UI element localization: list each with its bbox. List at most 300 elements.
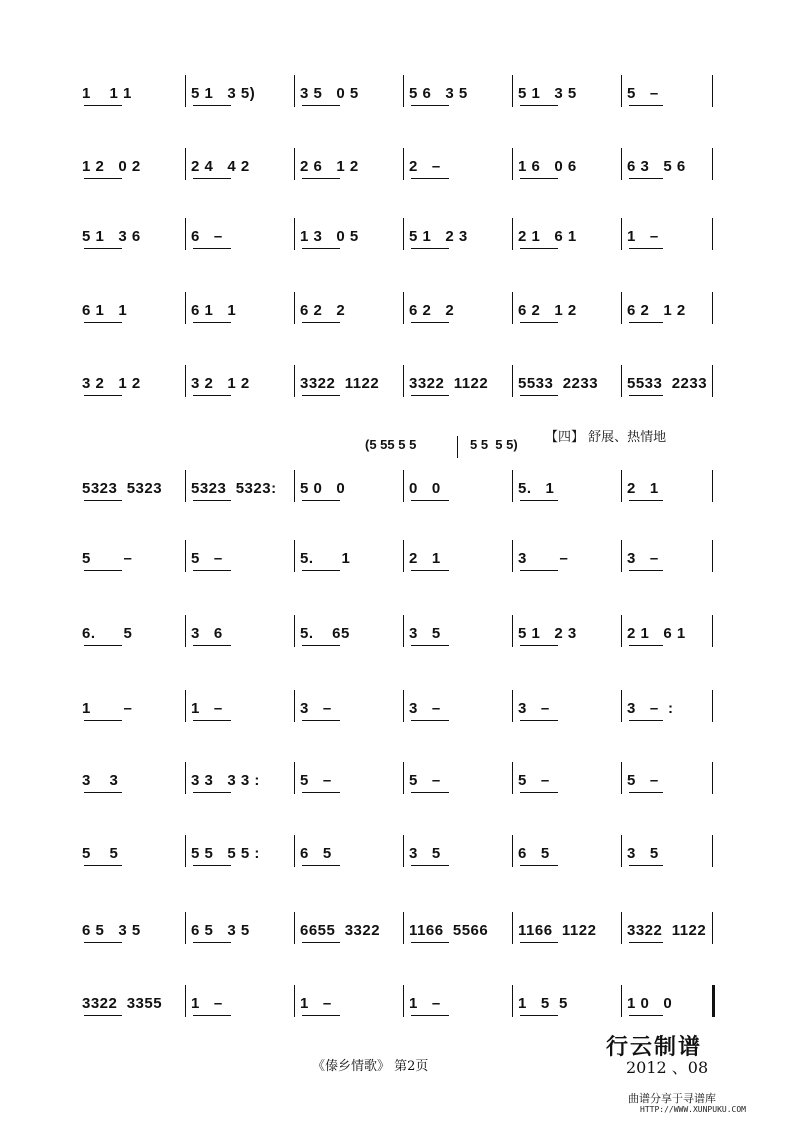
measure	[514, 912, 623, 972]
barline	[512, 470, 513, 502]
beam-underline	[84, 865, 122, 866]
barline	[185, 292, 186, 324]
beam-underline	[629, 178, 663, 179]
beam-underline	[629, 1015, 663, 1016]
measure-notes: 1166 5566	[409, 922, 489, 939]
measure	[187, 365, 296, 425]
beam-underline	[302, 248, 340, 249]
beam-underline	[302, 942, 340, 943]
beam-underline	[193, 500, 231, 501]
beam-underline	[84, 792, 122, 793]
measure	[514, 75, 623, 135]
barline	[403, 75, 404, 107]
barline	[512, 292, 513, 324]
measure-notes: 3322 1122	[300, 375, 380, 392]
staff-row	[78, 75, 718, 135]
barline	[403, 292, 404, 324]
staff-row	[78, 148, 718, 208]
measure	[405, 615, 514, 675]
beam-underline	[411, 570, 449, 571]
beam-underline	[520, 942, 558, 943]
barline	[621, 762, 622, 794]
measure-notes: 1 2 0 2	[82, 158, 141, 175]
measure-notes: 1 –	[300, 995, 332, 1012]
measure-notes: 5 –	[191, 550, 223, 567]
measure	[623, 218, 719, 278]
barline	[512, 835, 513, 867]
beam-underline	[193, 395, 231, 396]
beam-underline	[302, 645, 340, 646]
measure-notes: 6 2 2	[300, 302, 346, 319]
beam-underline	[84, 720, 122, 721]
measure-notes: 3 – :	[627, 700, 674, 717]
measure	[623, 365, 719, 425]
measure	[78, 292, 187, 352]
measure-notes: 3 5	[409, 625, 441, 642]
measure	[78, 762, 187, 822]
measure	[405, 540, 514, 600]
measure-notes: 2 6 1 2	[300, 158, 359, 175]
measure	[514, 615, 623, 675]
barline	[621, 912, 622, 944]
measure-notes: 1 0 0	[627, 995, 673, 1012]
staff-row	[78, 218, 718, 278]
beam-underline	[411, 1015, 449, 1016]
barline	[403, 148, 404, 180]
measure-notes: 5. 1	[300, 550, 351, 567]
barline	[621, 292, 622, 324]
measure	[78, 470, 187, 530]
barline	[621, 985, 622, 1017]
beam-underline	[302, 1015, 340, 1016]
barline	[185, 912, 186, 944]
beam-underline	[411, 395, 449, 396]
barline	[403, 365, 404, 397]
beam-underline	[302, 865, 340, 866]
measure-notes: 5533 2233	[627, 375, 708, 392]
measure	[296, 75, 405, 135]
barline	[621, 615, 622, 647]
measure-notes: 1 –	[627, 228, 659, 245]
measure-notes: 5 –	[300, 772, 332, 789]
beam-underline	[520, 395, 558, 396]
beam-underline	[193, 942, 231, 943]
beam-underline	[411, 322, 449, 323]
measure	[623, 148, 719, 208]
staff-row	[78, 762, 718, 822]
beam-underline	[411, 178, 449, 179]
measure-notes: 1 3 0 5	[300, 228, 359, 245]
measure-notes: 5 –	[518, 772, 550, 789]
beam-underline	[520, 1015, 558, 1016]
barline	[621, 835, 622, 867]
measure	[78, 75, 187, 135]
measure-notes: 3322 1122	[409, 375, 489, 392]
measure-notes: 5323 5323:	[191, 480, 277, 497]
beam-underline	[302, 178, 340, 179]
measure	[187, 148, 296, 208]
beam-underline	[302, 105, 340, 106]
brand-name: 行云制谱	[606, 1035, 703, 1060]
measure	[405, 148, 514, 208]
measure-notes: 6 2 1 2	[627, 302, 686, 319]
measure	[405, 912, 514, 972]
beam-underline	[302, 570, 340, 571]
measure-notes: 3 2 1 2	[82, 375, 141, 392]
barline	[185, 148, 186, 180]
row-end-barline	[712, 540, 713, 572]
measure-notes: 3 3 3 3 :	[191, 772, 260, 789]
barline	[621, 540, 622, 572]
beam-underline	[629, 570, 663, 571]
measure	[405, 470, 514, 530]
measure-notes: 5. 1	[518, 480, 555, 497]
measure-notes: 1 1 1	[82, 85, 132, 102]
measure	[296, 470, 405, 530]
beam-underline	[629, 865, 663, 866]
measure	[514, 292, 623, 352]
measure-notes: 3 6	[191, 625, 223, 642]
barline	[512, 615, 513, 647]
barline	[185, 835, 186, 867]
measure-notes: 5 1 3 5	[518, 85, 577, 102]
measure-notes: 5 –	[409, 772, 441, 789]
measure-notes: 2 1	[409, 550, 441, 567]
measure	[78, 365, 187, 425]
watermark-text: 曲谱分享于寻谱库	[628, 1092, 716, 1105]
beam-underline	[520, 248, 558, 249]
row-end-barline	[712, 75, 713, 107]
measure-notes: 2 4 4 2	[191, 158, 250, 175]
row-end-barline	[712, 292, 713, 324]
measure-notes: 2 1 6 1	[627, 625, 686, 642]
measure-notes: 5323 5323	[82, 480, 163, 497]
beam-underline	[302, 395, 340, 396]
beam-underline	[520, 792, 558, 793]
measure-notes: 3322 3355	[82, 995, 163, 1012]
measure-notes: 6 3 5 6	[627, 158, 686, 175]
barline	[294, 365, 295, 397]
measure-notes: 5 –	[82, 550, 133, 567]
measure-notes: 6 2 1 2	[518, 302, 577, 319]
intro-phrase-bar1: (5 55 5 5	[365, 437, 417, 452]
beam-underline	[84, 105, 122, 106]
barline	[294, 835, 295, 867]
measure	[514, 762, 623, 822]
barline	[185, 365, 186, 397]
row-end-barline	[712, 835, 713, 867]
barline	[294, 75, 295, 107]
measure-notes: 6655 3322	[300, 922, 381, 939]
measure	[296, 690, 405, 750]
barline	[185, 470, 186, 502]
barline	[294, 762, 295, 794]
barline	[294, 912, 295, 944]
beam-underline	[84, 500, 122, 501]
measure-notes: 3 2 1 2	[191, 375, 250, 392]
row-end-barline	[712, 148, 713, 180]
measure	[78, 615, 187, 675]
measure	[187, 218, 296, 278]
barline	[512, 912, 513, 944]
measure-notes: 1 –	[409, 995, 441, 1012]
barline	[185, 615, 186, 647]
beam-underline	[84, 645, 122, 646]
row-end-barline	[712, 985, 715, 1017]
barline	[512, 762, 513, 794]
measure	[296, 912, 405, 972]
measure-notes: 3 5	[409, 845, 441, 862]
barline	[621, 690, 622, 722]
beam-underline	[629, 720, 663, 721]
measure	[623, 470, 719, 530]
beam-underline	[302, 322, 340, 323]
beam-underline	[193, 865, 231, 866]
barline	[294, 985, 295, 1017]
measure-notes: 6 1 1	[82, 302, 128, 319]
measure	[623, 615, 719, 675]
beam-underline	[193, 178, 231, 179]
beam-underline	[411, 792, 449, 793]
staff-row	[78, 835, 718, 895]
beam-underline	[84, 322, 122, 323]
intro-barline	[457, 436, 458, 458]
barline	[512, 690, 513, 722]
beam-underline	[411, 645, 449, 646]
measure	[296, 148, 405, 208]
beam-underline	[629, 792, 663, 793]
staff-row	[78, 690, 718, 750]
beam-underline	[411, 500, 449, 501]
staff-row	[78, 615, 718, 675]
barline	[294, 540, 295, 572]
measure-notes: 3 3	[82, 772, 119, 789]
barline	[403, 835, 404, 867]
measure	[296, 292, 405, 352]
beam-underline	[193, 792, 231, 793]
measure	[187, 912, 296, 972]
barline	[621, 365, 622, 397]
barline	[294, 148, 295, 180]
barline	[512, 75, 513, 107]
measure-notes: 5 –	[627, 772, 659, 789]
measure-notes: 3 5	[627, 845, 659, 862]
measure	[623, 292, 719, 352]
measure	[78, 218, 187, 278]
barline	[512, 985, 513, 1017]
intro-phrase-bar2: 5 5 5 5)	[470, 437, 518, 452]
beam-underline	[411, 248, 449, 249]
measure	[187, 835, 296, 895]
measure	[78, 540, 187, 600]
measure-notes: 5 1 3 6	[82, 228, 141, 245]
beam-underline	[629, 105, 663, 106]
measure	[187, 292, 296, 352]
measure	[187, 540, 296, 600]
beam-underline	[193, 322, 231, 323]
measure-notes: 2 –	[409, 158, 441, 175]
beam-underline	[629, 645, 663, 646]
measure-notes: 3 –	[409, 700, 441, 717]
staff-row	[78, 292, 718, 352]
measure-notes: 1 –	[191, 700, 223, 717]
beam-underline	[411, 720, 449, 721]
barline	[403, 690, 404, 722]
staff-row	[78, 912, 718, 972]
measure	[514, 540, 623, 600]
barline	[621, 470, 622, 502]
measure-notes: 1 6 0 6	[518, 158, 577, 175]
measure	[623, 835, 719, 895]
barline	[185, 75, 186, 107]
beam-underline	[193, 1015, 231, 1016]
staff-row	[78, 540, 718, 600]
barline	[403, 540, 404, 572]
barline	[185, 690, 186, 722]
barline	[294, 690, 295, 722]
beam-underline	[84, 248, 122, 249]
beam-underline	[520, 105, 558, 106]
row-end-barline	[712, 762, 713, 794]
section-heading	[545, 426, 666, 445]
measure	[405, 985, 514, 1045]
measure-notes: 3 –	[300, 700, 332, 717]
page-footer-title: 《傣乡情歌》 第2页	[312, 1059, 429, 1074]
staff-row	[78, 365, 718, 425]
measure	[405, 75, 514, 135]
measure	[187, 75, 296, 135]
beam-underline	[193, 248, 231, 249]
measure-notes: 1 –	[82, 700, 133, 717]
beam-underline	[520, 645, 558, 646]
measure-notes: 6 5	[518, 845, 550, 862]
measure	[405, 365, 514, 425]
beam-underline	[520, 322, 558, 323]
barline	[403, 912, 404, 944]
measure	[623, 690, 719, 750]
watermark-url: HTTP://WWW.XUNPUKU.COM	[640, 1105, 746, 1114]
beam-underline	[84, 570, 122, 571]
barline	[185, 985, 186, 1017]
row-end-barline	[712, 365, 713, 397]
beam-underline	[193, 105, 231, 106]
beam-underline	[520, 570, 558, 571]
barline	[294, 292, 295, 324]
beam-underline	[411, 865, 449, 866]
measure	[187, 690, 296, 750]
beam-underline	[629, 248, 663, 249]
barline	[621, 75, 622, 107]
measure-notes: 3 –	[518, 550, 569, 567]
measure	[296, 985, 405, 1045]
beam-underline	[411, 105, 449, 106]
row-end-barline	[712, 470, 713, 502]
barline	[512, 148, 513, 180]
measure	[187, 762, 296, 822]
beam-underline	[84, 1015, 122, 1016]
beam-underline	[84, 395, 122, 396]
measure-notes: 0 0	[409, 480, 441, 497]
beam-underline	[411, 942, 449, 943]
barline	[512, 540, 513, 572]
measure-notes: 2 1	[627, 480, 659, 497]
measure	[296, 365, 405, 425]
measure-notes: 6. 5	[82, 625, 133, 642]
measure	[187, 615, 296, 675]
measure	[623, 540, 719, 600]
measure-notes: 1 5 5	[518, 995, 568, 1012]
barline	[294, 470, 295, 502]
barline	[621, 218, 622, 250]
barline	[403, 218, 404, 250]
measure-notes: 3 –	[627, 550, 659, 567]
measure	[514, 470, 623, 530]
measure	[405, 835, 514, 895]
barline	[403, 470, 404, 502]
beam-underline	[193, 720, 231, 721]
section-marker: 【四】	[545, 430, 585, 445]
beam-underline	[520, 500, 558, 501]
barline	[294, 218, 295, 250]
measure-notes: 5 –	[627, 85, 659, 102]
barline	[185, 540, 186, 572]
measure	[78, 835, 187, 895]
barline	[403, 762, 404, 794]
beam-underline	[629, 322, 663, 323]
measure	[405, 762, 514, 822]
beam-underline	[629, 395, 663, 396]
row-end-barline	[712, 218, 713, 250]
measure-notes: 6 5 3 5	[191, 922, 250, 939]
measure	[296, 762, 405, 822]
brand-date: 2012 、08	[626, 1058, 709, 1077]
measure-notes: 5 1 3 5)	[191, 85, 256, 102]
measure-notes: 3 5 0 5	[300, 85, 359, 102]
measure-notes: 6 2 2	[409, 302, 455, 319]
measure-notes: 5 6 3 5	[409, 85, 468, 102]
measure-notes: 5 1 2 3	[409, 228, 468, 245]
measure	[405, 690, 514, 750]
measure	[623, 762, 719, 822]
measure-notes: 6 5 3 5	[82, 922, 141, 939]
measure-notes: 5 0 0	[300, 480, 346, 497]
measure	[514, 690, 623, 750]
row-end-barline	[712, 690, 713, 722]
beam-underline	[520, 865, 558, 866]
measure	[514, 835, 623, 895]
measure-notes: 5 5 5 5 :	[191, 845, 260, 862]
beam-underline	[84, 178, 122, 179]
measure	[514, 148, 623, 208]
measure	[78, 985, 187, 1045]
measure-notes: 1166 1122	[518, 922, 597, 939]
measure	[623, 75, 719, 135]
beam-underline	[193, 570, 231, 571]
measure-notes: 6 1 1	[191, 302, 237, 319]
measure-notes: 5 1 2 3	[518, 625, 577, 642]
measure-notes: 3 –	[518, 700, 550, 717]
beam-underline	[629, 500, 663, 501]
measure	[405, 292, 514, 352]
barline	[621, 148, 622, 180]
barline	[294, 615, 295, 647]
barline	[512, 218, 513, 250]
beam-underline	[520, 178, 558, 179]
beam-underline	[193, 645, 231, 646]
measure	[296, 218, 405, 278]
measure	[296, 615, 405, 675]
beam-underline	[629, 942, 663, 943]
